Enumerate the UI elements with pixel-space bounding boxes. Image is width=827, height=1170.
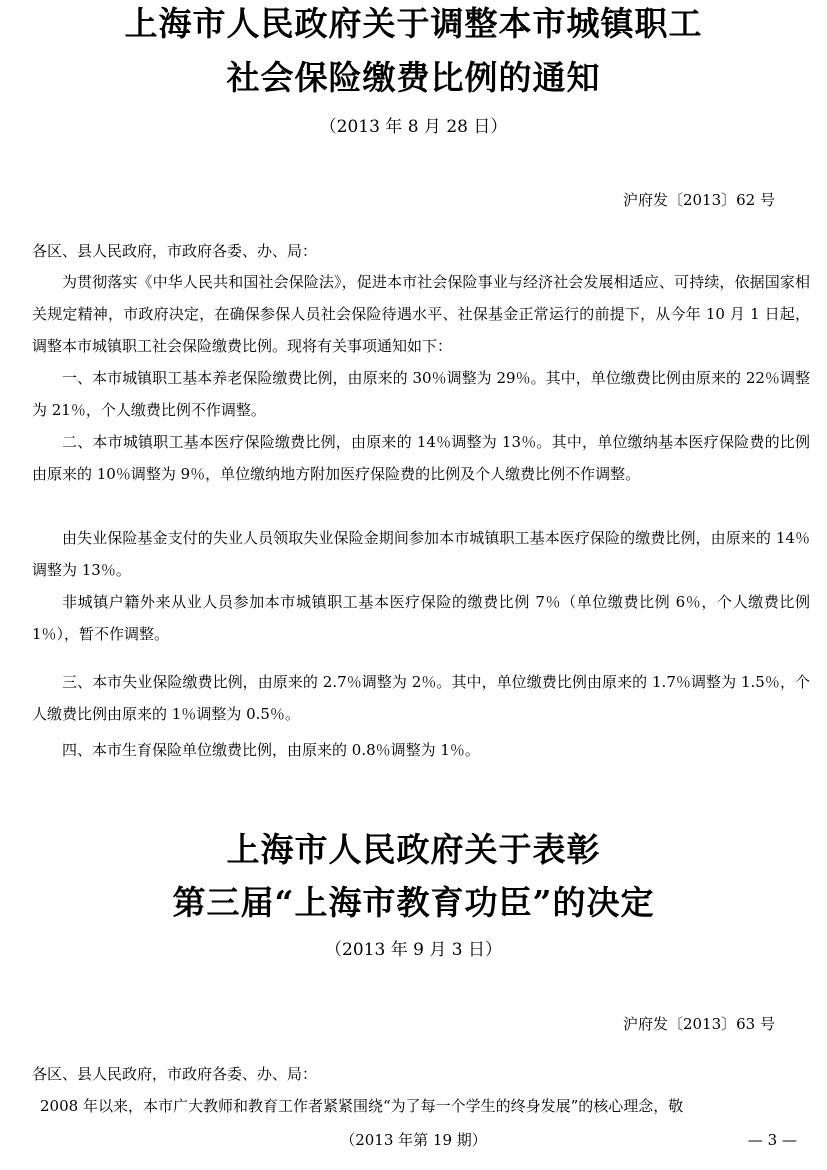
notice1-paragraph: 一、本市城镇职工基本养老保险缴费比例，由原来的 30％调整为 29％。其中，单位缴费比例由原来的 22％调整为 21％，个人缴费比例不作调整。 [32,369,810,419]
notice1-paragraph: 四、本市生育保险单位缴费比例，由原来的 0.8％调整为 1％。 [62,741,480,759]
notice1-paragraph: 非城镇户籍外来从业人员参加本市城镇职工基本医疗保险的缴费比例 7％（单位缴费比例 6％，个人缴费比例 1％），暂不作调整。 [32,593,810,643]
notice1-paragraph: 二、本市城镇职工基本医疗保险缴费比例，由原来的 14％调整为 13％。其中，单位缴纳基本医疗保险费的比例由原来的 10％调整为 9％，单位缴纳地方附加医疗保险费的比例及个人缴费比例不作调整。 [32,433,810,483]
notice1-paragraph: 三、本市失业保险缴费比例，由原来的 2.7％调整为 2％。其中，单位缴费比例由原来的 1.7％调整为 1.5％，个人缴费比例由原来的 1％调整为 0.5％。 [32,673,810,723]
notice2-title-line2: 第三届“上海市教育功臣”的决定 [172,883,655,922]
notice1-doc-number: 沪府发〔2013〕62 号 [622,191,775,209]
notice2-doc-number: 沪府发〔2013〕63 号 [622,1015,775,1033]
notice1-paragraph: 由失业保险基金支付的失业人员领取失业保险金期间参加本市城镇职工基本医疗保险的缴费比例，由原来的 14％调整为 13％。 [32,529,810,579]
page-number: — 3 — [747,1131,797,1149]
notice2-paragraph: 2008 年以来，本市广大教师和教育工作者紧紧围绕“为了每一个学生的终身发展”的核心理念，敬 [40,1097,684,1115]
notice1-salutation: 各区、县人民政府，市政府各委、办、局： [32,242,318,260]
notice2-date: （2013 年 9 月 3 日） [325,940,502,960]
notice1-date: （2013 年 8 月 28 日） [319,117,508,137]
notice2-salutation: 各区、县人民政府，市政府各委、办、局： [32,1065,318,1083]
notice2-title-line1: 上海市人民政府关于表彰 [226,830,601,869]
notice1-title-line2: 社会保险缴费比例的通知 [226,58,601,97]
notice1-paragraph: 为贯彻落实《中华人民共和国社会保险法》，促进本市社会保险事业与经济社会发展相适应、可持续，依据国家相关规定精神，市政府决定，在确保参保人员社会保险待遇水平、社保基金正常运行的前提下，从今年 10 月 1 日起，调整本市城镇职工社会保险缴费比例。现将有关事项通知如下： [32,273,810,355]
issue-number: （2013 年第 19 期） [340,1131,487,1149]
notice1-title-line1: 上海市人民政府关于调整本市城镇职工 [124,4,703,43]
